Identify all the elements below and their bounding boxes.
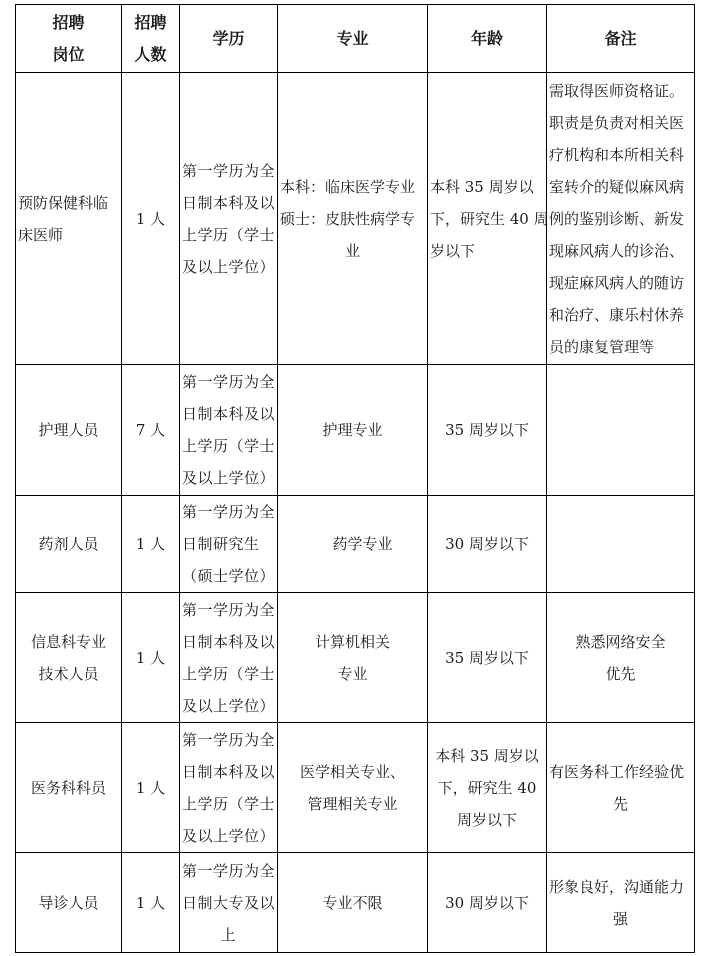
table-row xyxy=(16,73,695,365)
cell-major: 计算机相关 专业 xyxy=(278,593,428,723)
cell-count: 1 人 xyxy=(122,73,180,365)
cell-remark xyxy=(547,496,695,593)
header-age: 年龄 xyxy=(428,5,547,73)
cell-position: 预防保健科临 床医师 xyxy=(16,73,122,365)
cell-count: 1 人 xyxy=(122,593,180,723)
cell-age: 本科 35 周岁以 下，研究生 40 周岁以下 xyxy=(428,723,547,853)
cell-age: 35 周岁以下 xyxy=(428,593,547,723)
cell-remark: 熟悉网络安全 优先 xyxy=(547,593,695,723)
cell-age: 本科 35 周岁以 下，研究生 40 周 岁以下 xyxy=(428,73,547,365)
header-education: 学历 xyxy=(180,5,278,73)
header-row xyxy=(16,5,695,73)
table-row xyxy=(16,365,695,496)
cell-remark: 需取得医师资格证。 职责是负责对相关医 疗机构和本所相关科 室转介的疑似麻风病 例的鉴别诊断、新发 现麻风病人的诊治、 现症麻风病人的随访 和治疗、康乐村休养 员的康复管理等 xyxy=(547,73,695,365)
cell-count: 7 人 xyxy=(122,365,180,496)
table-row xyxy=(16,723,695,853)
header-major: 专业 xyxy=(278,5,428,73)
cell-position: 信息科专业 技术人员 xyxy=(16,593,122,723)
cell-count: 1 人 xyxy=(122,853,180,953)
cell-major: 专业不限 xyxy=(278,853,428,953)
cell-major: 药学专业 xyxy=(278,496,428,593)
cell-education: 第一学历为全 日制本科及以 上学历（学士 及以上学位） xyxy=(180,723,278,853)
header-count: 招聘 人数 xyxy=(122,5,180,73)
cell-major: 医学相关专业、 管理相关专业 xyxy=(278,723,428,853)
cell-count: 1 人 xyxy=(122,496,180,593)
cell-position: 护理人员 xyxy=(16,365,122,496)
table-row xyxy=(16,853,695,953)
recruitment-table xyxy=(15,4,695,953)
cell-education: 第一学历为全 日制本科及以 上学历（学士 及以上学位） xyxy=(180,73,278,365)
cell-education: 第一学历为全 日制本科及以 上学历（学士 及以上学位） xyxy=(180,365,278,496)
cell-remark: 有医务科工作经验优 先 xyxy=(547,723,695,853)
cell-education: 第一学历为全 日制本科及以 上学历（学士 及以上学位） xyxy=(180,593,278,723)
cell-major: 本科：临床医学专业 硕士：皮肤性病学专 业 xyxy=(278,73,428,365)
cell-major: 护理专业 xyxy=(278,365,428,496)
header-remark: 备注 xyxy=(547,5,695,73)
cell-position: 导诊人员 xyxy=(16,853,122,953)
header-position: 招聘 岗位 xyxy=(16,5,122,73)
cell-position: 药剂人员 xyxy=(16,496,122,593)
cell-age: 35 周岁以下 xyxy=(428,365,547,496)
cell-age: 30 周岁以下 xyxy=(428,853,547,953)
cell-education: 第一学历为全 日制大专及以 上 xyxy=(180,853,278,953)
cell-age: 30 周岁以下 xyxy=(428,496,547,593)
table-row xyxy=(16,593,695,723)
cell-remark: 形象良好，沟通能力 强 xyxy=(547,853,695,953)
cell-education: 第一学历为全 日制研究生 （硕士学位） xyxy=(180,496,278,593)
cell-remark xyxy=(547,365,695,496)
cell-position: 医务科科员 xyxy=(16,723,122,853)
cell-count: 1 人 xyxy=(122,723,180,853)
table-row xyxy=(16,496,695,593)
